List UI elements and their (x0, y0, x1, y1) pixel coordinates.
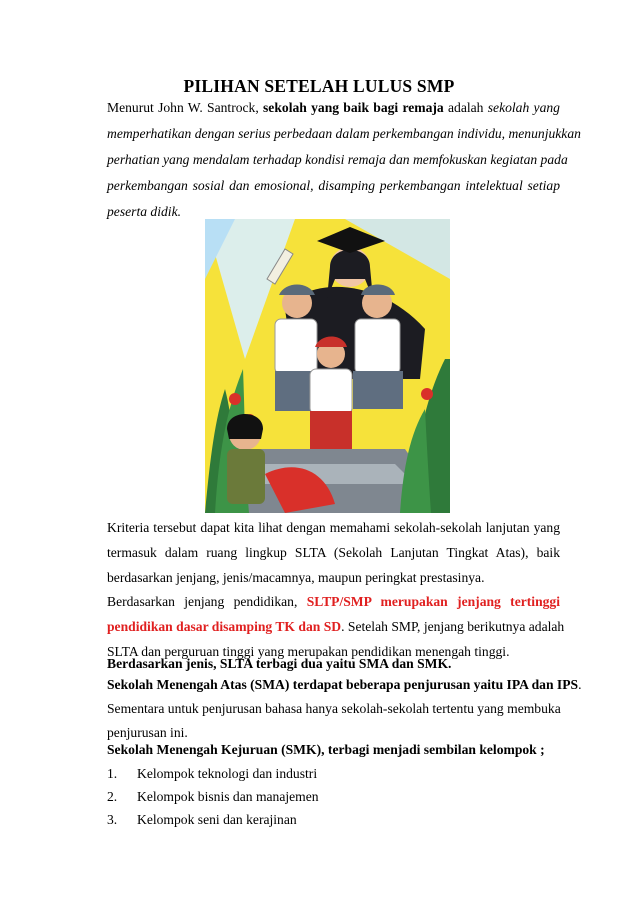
flower (229, 393, 241, 405)
list-item-text: Kelompok bisnis dan manajemen (137, 789, 319, 804)
students-illustration-image (205, 219, 450, 513)
list-item-number: 1. (107, 766, 118, 781)
intro-text: Menurut John W. Santrock, (107, 100, 259, 115)
intro-line-5: peserta didik. (107, 204, 181, 219)
sma-dot: . (578, 677, 582, 692)
list-item (107, 765, 560, 783)
intro-line-2: memperhatikan dengan serius perbedaan dalam perkembangan individu, menunjukkan (107, 126, 581, 141)
student-shirt (310, 369, 352, 414)
intro-bold-text: sekolah yang baik bagi remaja (263, 100, 444, 115)
sma-bold-text: Sekolah Menengah Atas (SMA) terdapat beberapa penjurusan yaitu IPA dan IPS (107, 677, 579, 692)
jenjang-line-2 (107, 618, 565, 636)
flower (421, 388, 433, 400)
jenjang-line-1 (107, 593, 560, 611)
page-title: PILIHAN SETELAH LULUS SMP (183, 76, 455, 96)
student-skirt (353, 371, 403, 409)
list-item (107, 788, 560, 806)
list-item (107, 811, 560, 829)
jenjang-line-3: SLTA dan perguruan tinggi yang merupakan pendidikan menengah tinggi. (107, 644, 510, 659)
jenjang-text: . Setelah SMP, jenjang berikutnya adalah (341, 619, 565, 634)
sma-line-2: Sementara untuk penjurusan bahasa hanya sekolah-sekolah tertentu yang membuka (107, 701, 561, 716)
list-item-text: Kelompok seni dan kerajinan (137, 812, 297, 827)
jenjang-highlight-text: pendidikan dasar disamping TK dan SD (107, 619, 342, 634)
intro-line-1 (107, 99, 560, 117)
jenjang-highlight-text: SLTP/SMP merupakan jenjang tertinggi (306, 594, 560, 609)
kriteria-line-1: Kriteria tersebut dapat kita lihat dengan memahami sekolah-sekolah lanjutan yang (107, 520, 560, 535)
jenis-text: Berdasarkan jenis, SLTA terbagi dua yaitu SMA dan SMK. (107, 656, 452, 671)
intro-line-3: perhatian yang mendalam terhadap kondisi remaja dan memfokuskan kegiatan pada (107, 152, 568, 167)
student-shirt (355, 319, 400, 374)
intro-line-4: perkembangan sosial dan emosional, disamping perkembangan intelektual setiap (107, 178, 560, 193)
child-dress (227, 449, 265, 504)
list-item-number: 3. (107, 812, 118, 827)
student-shirt (275, 319, 317, 374)
sma-line-1 (107, 676, 582, 694)
list-item-text: Kelompok teknologi dan industri (137, 766, 318, 781)
list-item-number: 2. (107, 789, 118, 804)
kriteria-line-3: berdasarkan jenjang, jenis/macamnya, maupun peringkat prestasinya. (107, 570, 485, 585)
sma-line-3: penjurusan ini. (107, 725, 188, 740)
intro-italic-text: sekolah yang (487, 100, 560, 115)
jenjang-text: Berdasarkan jenjang pendidikan, (107, 594, 298, 609)
smk-text: Sekolah Menengah Kejuruan (SMK), terbagi menjadi sembilan kelompok ; (107, 742, 545, 757)
kriteria-line-2: termasuk dalam ruang lingkup SLTA (Sekolah Lanjutan Tingkat Atas), baik (107, 545, 560, 560)
student-shorts (310, 411, 352, 449)
intro-text: adalah (448, 100, 484, 115)
students-illustration (205, 219, 450, 513)
